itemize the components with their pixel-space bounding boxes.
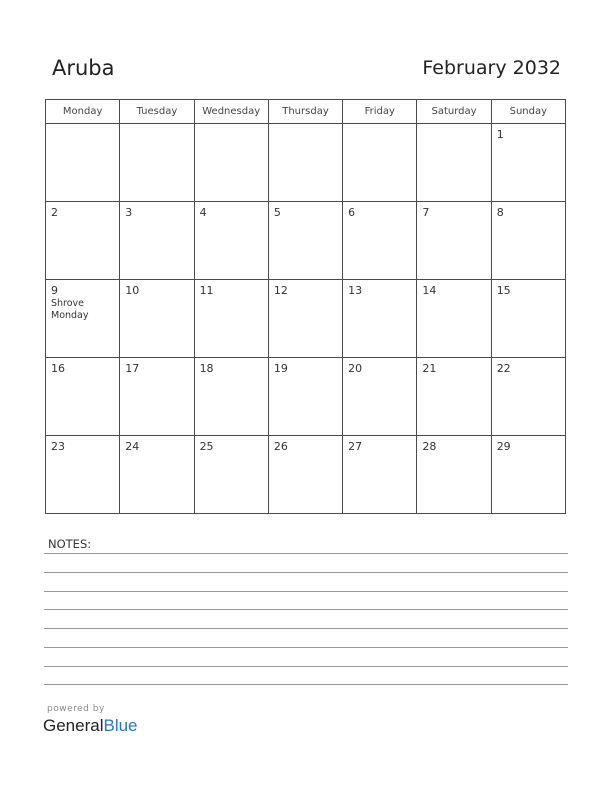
calendar-day-cell xyxy=(46,202,120,280)
powered-by-label: powered by xyxy=(47,704,105,714)
calendar-day-cell xyxy=(343,124,417,202)
calendar-day-cell xyxy=(491,358,565,436)
day-number: 4 xyxy=(199,206,207,219)
day-number: 3 xyxy=(125,206,133,219)
calendar-day-cell xyxy=(120,124,194,202)
weekday-header: Friday xyxy=(343,100,417,124)
calendar-day-cell xyxy=(417,436,491,514)
weekday-header-row xyxy=(46,100,566,124)
day-number: 18 xyxy=(199,362,214,375)
calendar-day-cell xyxy=(46,358,120,436)
calendar-grid xyxy=(45,99,566,514)
note-line xyxy=(44,553,568,554)
day-number: 13 xyxy=(348,284,363,297)
day-number: 28 xyxy=(422,440,437,453)
calendar-week-row xyxy=(46,436,566,514)
calendar-day-cell xyxy=(343,280,417,358)
calendar-day-cell xyxy=(417,358,491,436)
calendar-day-cell xyxy=(417,202,491,280)
weekday-header: Wednesday xyxy=(194,100,268,124)
day-number: 5 xyxy=(273,206,281,219)
calendar-day-cell xyxy=(194,358,268,436)
day-number: 7 xyxy=(422,206,430,219)
calendar-week-row xyxy=(46,124,566,202)
calendar-week-row xyxy=(46,202,566,280)
calendar-day-cell xyxy=(46,436,120,514)
calendar-day-cell xyxy=(120,358,194,436)
day-number: 16 xyxy=(51,362,65,375)
day-number: 24 xyxy=(125,440,140,453)
calendar-day-cell xyxy=(343,358,417,436)
weekday-header: Thursday xyxy=(268,100,342,124)
day-number: 19 xyxy=(273,362,288,375)
calendar-day-cell xyxy=(120,280,194,358)
calendar-day-cell xyxy=(417,280,491,358)
note-line xyxy=(44,591,568,592)
day-number: 21 xyxy=(422,362,437,375)
month-year-title: February 2032 xyxy=(422,57,561,79)
day-number: 8 xyxy=(496,206,504,219)
note-line xyxy=(44,684,568,685)
day-number: 27 xyxy=(348,440,363,453)
calendar-day-cell xyxy=(46,280,120,358)
day-number: 12 xyxy=(273,284,288,297)
day-number: 17 xyxy=(125,362,140,375)
calendar-day-cell xyxy=(194,202,268,280)
calendar-day-cell xyxy=(194,280,268,358)
day-number: 22 xyxy=(496,362,511,375)
calendar-body xyxy=(46,124,566,514)
brand-general-text: General xyxy=(43,716,104,735)
weekday-header: Monday xyxy=(46,100,120,124)
calendar-day-cell xyxy=(343,436,417,514)
day-number: 11 xyxy=(199,284,214,297)
calendar-day-cell xyxy=(491,124,565,202)
day-number: 15 xyxy=(496,284,511,297)
calendar-day-cell xyxy=(120,436,194,514)
country-title: Aruba xyxy=(52,56,115,80)
calendar-day-cell xyxy=(194,436,268,514)
day-number: 20 xyxy=(348,362,363,375)
calendar-day-cell xyxy=(491,202,565,280)
note-line xyxy=(44,628,568,629)
calendar-day-cell xyxy=(268,202,342,280)
calendar-week-row xyxy=(46,358,566,436)
weekday-header: Tuesday xyxy=(120,100,194,124)
day-number: 6 xyxy=(348,206,356,219)
calendar-day-cell xyxy=(268,436,342,514)
day-number: 25 xyxy=(199,440,214,453)
day-number: 26 xyxy=(273,440,288,453)
day-number: 2 xyxy=(51,206,58,219)
day-number: 1 xyxy=(496,128,504,141)
note-line xyxy=(44,666,568,667)
note-line xyxy=(44,572,568,573)
calendar-day-cell xyxy=(46,124,120,202)
calendar-week-row xyxy=(46,280,566,358)
calendar-day-cell xyxy=(343,202,417,280)
calendar-day-cell xyxy=(491,280,565,358)
brand-blue-text: Blue xyxy=(103,716,138,735)
note-line xyxy=(44,647,568,648)
calendar-day-cell xyxy=(491,436,565,514)
calendar-day-cell xyxy=(120,202,194,280)
holiday-label: Shrove Monday xyxy=(51,298,89,321)
notes-label: NOTES: xyxy=(48,537,92,551)
calendar-day-cell xyxy=(268,124,342,202)
day-number: 29 xyxy=(496,440,511,453)
note-line xyxy=(44,609,568,610)
day-number: 9 xyxy=(51,284,58,297)
calendar-day-cell xyxy=(194,124,268,202)
calendar-day-cell xyxy=(417,124,491,202)
calendar-day-cell xyxy=(268,280,342,358)
day-number: 14 xyxy=(422,284,437,297)
weekday-header: Saturday xyxy=(417,100,491,124)
day-number: 10 xyxy=(125,284,140,297)
calendar-day-cell xyxy=(268,358,342,436)
generalblue-logo xyxy=(43,716,138,736)
day-number: 23 xyxy=(51,440,65,453)
weekday-header: Sunday xyxy=(491,100,565,124)
